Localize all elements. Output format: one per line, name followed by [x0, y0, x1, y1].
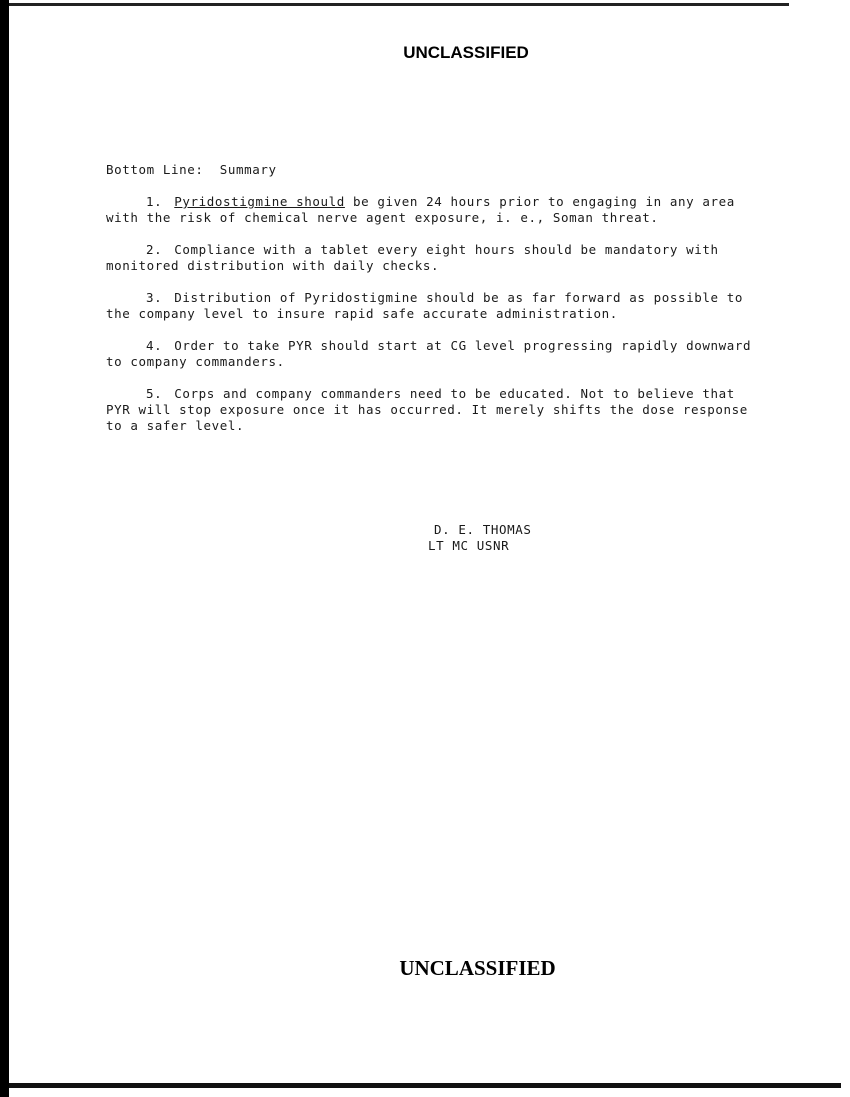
summary-list [106, 194, 766, 450]
item-text: be given 24 hours prior to engaging in any area with the risk of chemical nerve agent exposure, i. e., Soman threat. [106, 194, 735, 225]
scan-edge-left [0, 0, 9, 1097]
scan-edge-top [9, 3, 789, 6]
signatory-name: D. E. THOMAS [434, 522, 532, 537]
summary-item-1 [106, 194, 766, 226]
item-number: 2. [146, 242, 163, 257]
item-text: Order to take PYR should start at CG level progressing rapidly downward to company commanders. [106, 338, 752, 369]
summary-item-3 [106, 290, 766, 322]
summary-item-4 [106, 338, 766, 370]
summary-item-5 [106, 386, 766, 434]
classification-marking-bottom: UNCLASSIFIED [399, 956, 556, 980]
item-number: 4. [146, 338, 163, 353]
section-heading: Bottom Line: Summary [106, 162, 277, 177]
item-number: 3. [146, 290, 163, 305]
scan-edge-bottom [9, 1083, 841, 1088]
item-number: 5. [146, 386, 163, 401]
signatory-rank: LT MC USNR [428, 538, 510, 553]
item-text: Compliance with a tablet every eight hours should be mandatory with monitored distribution with daily checks. [106, 242, 719, 273]
item-text: Corps and company commanders need to be educated. Not to believe that PYR will stop exposure once it has occurred. It merely shifts the dose response to a safer level. [106, 386, 748, 433]
classification-marking-top: UNCLASSIFIED [403, 43, 529, 62]
item-number: 1. [146, 194, 163, 209]
signature-block [428, 522, 532, 554]
item-text: Distribution of Pyridostigmine should be as far forward as possible to the company level to insure rapid safe accurate administration. [106, 290, 744, 321]
summary-item-2 [106, 242, 766, 274]
item-underlined-text: Pyridostigmine should [174, 194, 345, 209]
